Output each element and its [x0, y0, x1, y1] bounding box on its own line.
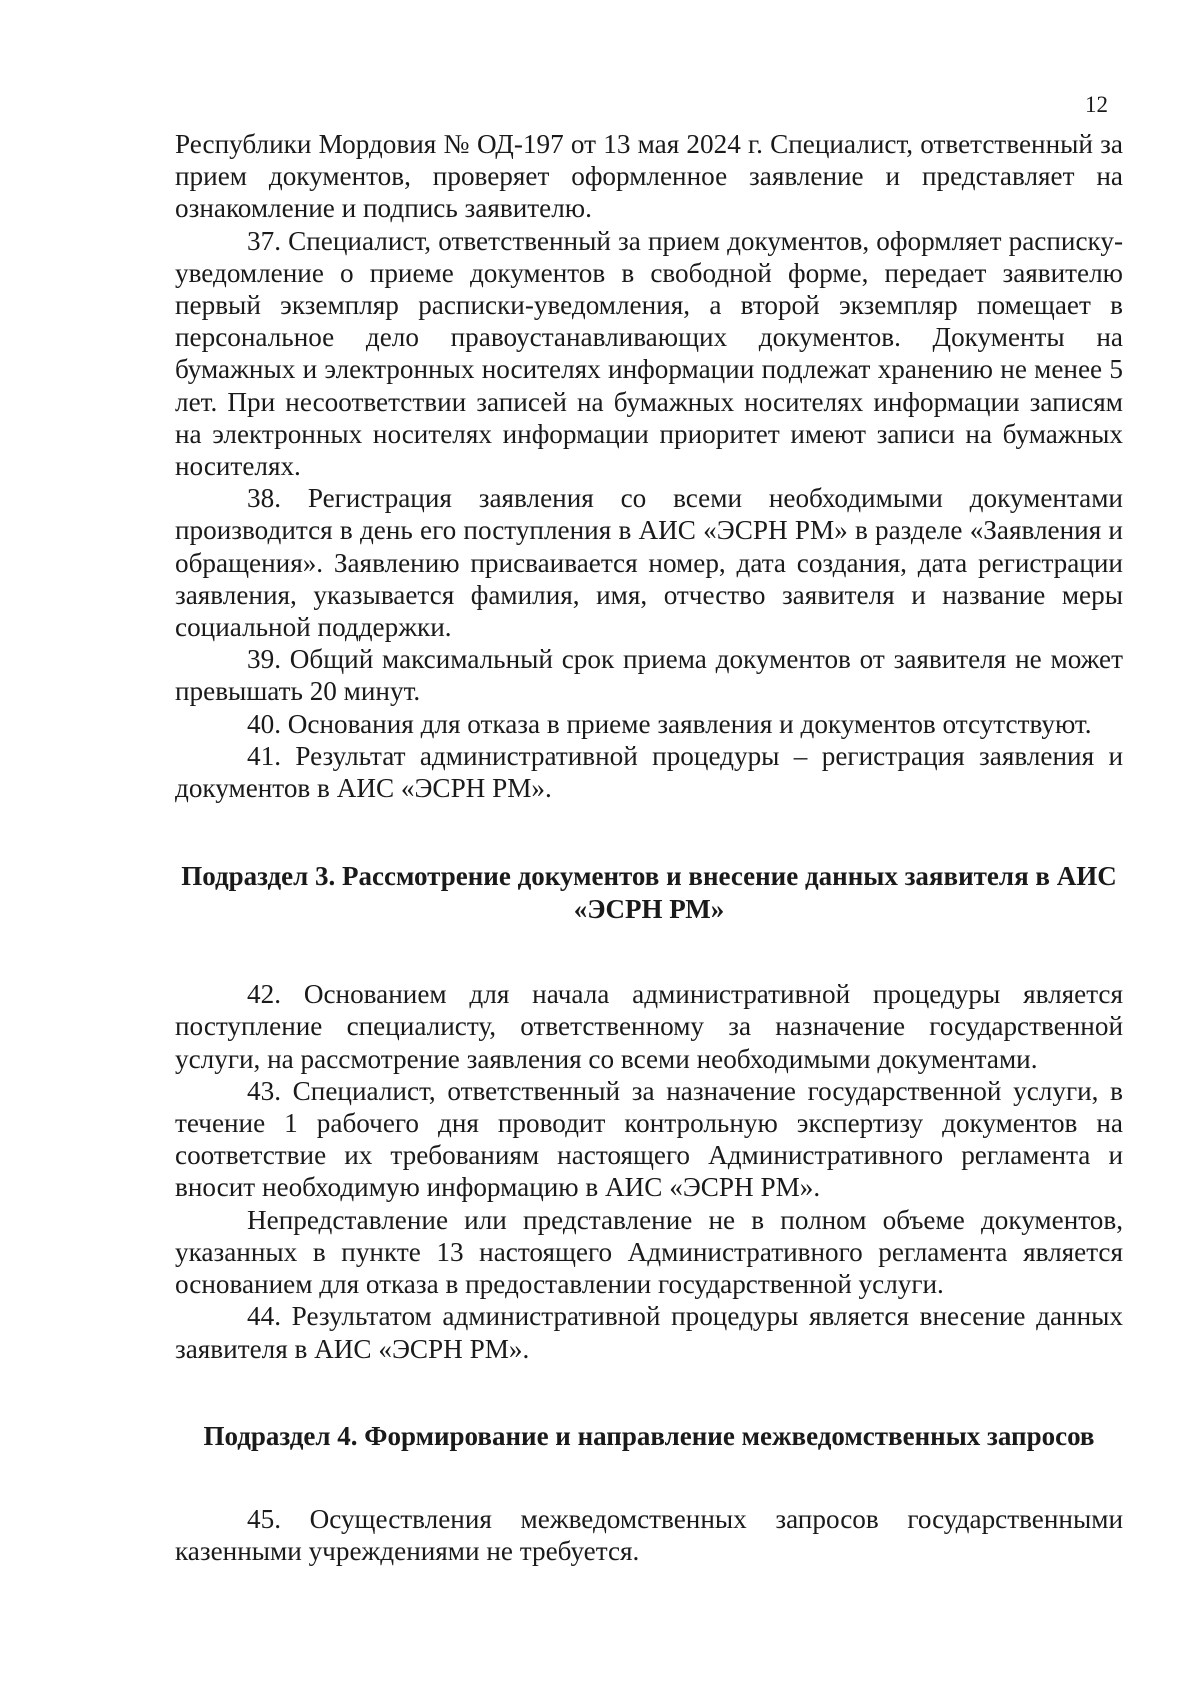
- subsection-4-heading: Подраздел 4. Формирование и направление межведомственных запросов: [203, 1420, 1095, 1451]
- paragraph-continuation: Республики Мордовия № ОД-197 от 13 мая 2024 г. Специалист, ответственный за прием документов, проверяет оформленное заявление и представляет на ознакомление и подпись заявителю.: [175, 129, 1123, 224]
- paragraph-39: 39. Общий максимальный срок приема документов от заявителя не может превышать 20 минут.: [175, 644, 1123, 707]
- paragraph-38: 38. Регистрация заявления со всеми необходимыми документами производится в день его поступления в АИС «ЭСРН РМ» в разделе «Заявления и обращения». Заявлению присваивается номер, дата создания, дата регистрации заявления, указывается фамилия, имя, отчество заявителя и название меры социальной поддержки.: [175, 483, 1123, 643]
- paragraph-45: 45. Осуществления межведомственных запросов государственными казенными учреждениями не требуется.: [175, 1503, 1123, 1566]
- paragraph-43-note: Непредставление или представление не в полном объеме документов, указанных в пункте 13 настоящего Административного регламента является основанием для отказа в предоставлении государственной услуги.: [175, 1204, 1123, 1300]
- document-body: [175, 128, 1123, 1567]
- paragraph-42: 42. Основанием для начала административной процедуры является поступление специалисту, ответственному за назначение государственной услуги, на рассмотрение заявления со всеми необходимыми документами.: [175, 979, 1123, 1074]
- subsection-3-heading: Подраздел 3. Рассмотрение документов и внесение данных заявителя в АИС «ЭСРН РМ»: [181, 861, 1117, 925]
- paragraph-43: 43. Специалист, ответственный за назначение государственной услуги, в течение 1 рабочего дня проводит контрольную экспертизу документов на соответствие их требованиям настоящего Административного регламента и вносит необходимую информацию в АИС «ЭСРН РМ».: [175, 1075, 1123, 1203]
- paragraph-40: 40. Основания для отказа в приеме заявления и документов отсутствуют.: [247, 708, 1092, 739]
- paragraph-44: 44. Результатом административной процедуры является внесение данных заявителя в АИС «ЭСРН РМ».: [175, 1301, 1123, 1364]
- page-number: 12: [1085, 92, 1108, 117]
- paragraph-41: 41. Результат административной процедуры – регистрация заявления и документов в АИС «ЭСРН РМ».: [175, 740, 1123, 804]
- paragraph-37: 37. Специалист, ответственный за прием документов, оформляет расписку-уведомление о приеме документов в свободной форме, передает заявителю первый экземпляр расписки-уведомления, а второй экземпляр помещает в персональное дело правоустанавливающих документов. Документы на бумажных и электронных носителях информации подлежат хранению не менее 5 лет. При несоответствии записей на бумажных носителях информации записям на электронных носителях информации приоритет имеют записи на бумажных носителях.: [175, 225, 1123, 482]
